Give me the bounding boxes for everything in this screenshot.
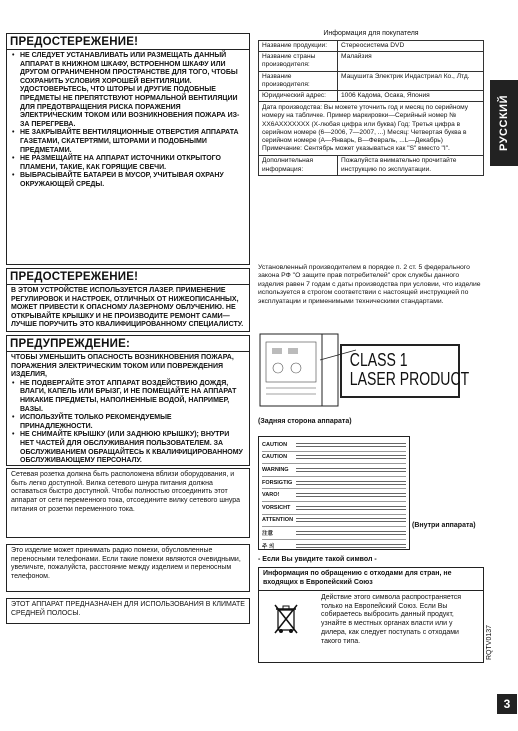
label-row bbox=[262, 540, 406, 552]
language-tab bbox=[490, 80, 518, 166]
table-row bbox=[259, 52, 484, 71]
table-cell: Стереосистема DVD bbox=[338, 41, 484, 52]
table-cell: Название продукции: bbox=[259, 41, 338, 52]
table-row bbox=[259, 102, 484, 156]
table-row bbox=[259, 71, 484, 90]
table-row bbox=[259, 91, 484, 102]
label-row-title: 注意 bbox=[262, 530, 274, 537]
service-life-text: Установленный производителем в порядке п. 2 ст. 5 федерального закона РФ "О защите прав потребителей" срок службы данного изделия равен 7 годам с даты производства при условии, что изделие используется в строгом соответствии с настоящей инструкцией по эксплуатации и применимыми техническими стандартами. bbox=[258, 264, 481, 305]
fine-print-lines bbox=[296, 492, 406, 498]
fine-print-lines bbox=[296, 442, 406, 448]
label-row-title: 주 의 bbox=[262, 543, 275, 550]
table-cell: Название производителя: bbox=[259, 71, 338, 90]
production-date-cell: Дата производства: Вы можете уточнить год и месяц по серийному номеру на табличке. Пример маркировки—Серийный номер № XX6AXXXXXXX (X-любая цифра или буква) Год: Третья цифра в серийном номере (6—2006, 7—2007, ...) Месяц: Четвертая буква в серийном номере (A—Январь, B—Февраль, ...L—Декабрь) Примечание: Сентябрь может указываться как "S" вместо "I". bbox=[259, 102, 484, 156]
label-row bbox=[262, 439, 406, 452]
laser-class-line2: LASER PRODUCT bbox=[349, 369, 470, 389]
note-box-climate: ЭТОТ АППАРАТ ПРЕДНАЗНАЧЕН ДЛЯ ИСПОЛЬЗОВАНИЯ В КЛИМАТЕ СРЕДНЕЙ ПОЛОСЫ. bbox=[6, 598, 250, 624]
label-row-title: CAUTION bbox=[262, 441, 288, 448]
label-row bbox=[262, 515, 406, 528]
document-code: RQTV0137 bbox=[486, 624, 493, 660]
warning-box-fire bbox=[6, 335, 250, 466]
fine-print-lines bbox=[296, 530, 406, 536]
warning-list bbox=[7, 380, 249, 466]
inside-caption: (Внутри аппарата) bbox=[412, 522, 476, 529]
rear-caption: (Задняя сторона аппарата) bbox=[258, 418, 352, 425]
disposal-text: Действие этого символа распространяется только на Европейский Союз. Если Вы собираетесь выбросить данный продукт, узнайте в местных органах власти или у дилера, как следует поступать с отходами такого типа. bbox=[321, 594, 462, 645]
fine-print-lines bbox=[296, 480, 406, 486]
table-row bbox=[259, 156, 484, 175]
table-cell: Малайзия bbox=[338, 52, 484, 71]
laser-class-label bbox=[340, 344, 470, 398]
note-box-socket: Сетевая розетка должна быть расположена вблизи оборудования, и быть легко доступной. Вилка сетевого шнура питания должна оставаться быстро доступной. Чтобы полностью отсоединить этот аппарат от сети переменного тока, отсоедините вилку сетевого шнура питания от розетки переменного тока. bbox=[6, 468, 250, 538]
table-cell: Дополнительная информация: bbox=[259, 156, 338, 175]
table-cell: Пожалуйста внимательно прочитайте инструкцию по эксплуатации. bbox=[338, 156, 484, 175]
disposal-title: Информация по обращению с отходами для стран, не входящих в Европейский Союз bbox=[259, 568, 483, 591]
buyer-info-table bbox=[258, 40, 484, 176]
language-tab-label: РУССКИЙ bbox=[498, 95, 510, 151]
note-box-interference: Это изделие может принимать радио помехи, обусловленные переносными телефонами. Если такие помехи являются очевидными, увеличьте, пожалуйста, расстояние между изделием и переносным телефоном. bbox=[6, 544, 250, 592]
fine-print-lines bbox=[296, 517, 406, 523]
label-row bbox=[262, 464, 406, 477]
list-item: • ВЫБРАСЫВАЙТЕ БАТАРЕИ В МУСОР, УЧИТЫВАЯ ОХРАНУ ОКРУЖАЮЩЕЙ СРЕДЫ. bbox=[20, 172, 245, 189]
warning-title: ПРЕДОСТЕРЕЖЕНИЕ! bbox=[7, 34, 249, 50]
crossed-bin-icon bbox=[273, 602, 299, 636]
page-number: 3 bbox=[497, 694, 517, 714]
fine-print-lines bbox=[296, 505, 406, 511]
list-item: • НЕ РАЗМЕЩАЙТЕ НА АППАРАТ ИСТОЧНИКИ ОТКРЫТОГО ПЛАМЕНИ, ТАКИЕ, КАК ГОРЯЩИЕ СВЕЧИ. bbox=[20, 155, 245, 172]
label-row bbox=[262, 527, 406, 540]
fine-print-lines bbox=[296, 454, 406, 460]
label-row bbox=[262, 502, 406, 515]
fine-print-lines bbox=[296, 467, 406, 473]
warning-list bbox=[7, 50, 249, 190]
warning-box-ventilation bbox=[6, 33, 250, 265]
fine-print-lines bbox=[296, 543, 406, 549]
warning-title: ПРЕДОСТЕРЕЖЕНИЕ! bbox=[7, 269, 249, 285]
list-item: • НЕ ЗАКРЫВАЙТЕ ВЕНТИЛЯЦИОННЫЕ ОТВЕРСТИЯ АППАРАТА ГАЗЕТАМИ, СКАТЕРТЯМИ, ШТОРАМИ И ПОДОБНЫМИ ПРЕДМЕТАМИ. bbox=[20, 129, 245, 155]
laser-class-line1: CLASS 1 bbox=[349, 350, 408, 370]
warning-intro: ЧТОБЫ УМЕНЬШИТЬ ОПАСНОСТЬ ВОЗНИКНОВЕНИЯ ПОЖАРА, ПОРАЖЕНИЯ ЭЛЕКТРИЧЕСКИМ ТОКОМ ИЛИ ПОВРЕЖДЕНИЯ ИЗДЕЛИЯ, bbox=[11, 354, 234, 379]
label-row-title: VORSICHT bbox=[262, 504, 291, 511]
list-item: • НЕ СЛЕДУЕТ УСТАНАВЛИВАТЬ ИЛИ РАЗМЕЩАТЬ ДАННЫЙ АППАРАТ В КНИЖНОМ ШКАФУ, ВСТРОЕННОМ ШКАФУ ИЛИ ДРУГОМ ОГРАНИЧЕННОМ ПРОСТРАНСТВЕ ДЛЯ ТОГО, ЧТОБЫ СОХРАНИТЬ УСЛОВИЯ ХОРОШЕЙ ВЕНТИЛЯЦИИ. УДОСТОВЕРЬТЕСЬ, ЧТО ШТОРЫ И ДРУГИЕ ПОДОБНЫЕ ПРЕДМЕТЫ НЕ ПРЕПЯТСТВУЮТ НОРМАЛЬНОЙ ВЕНТИЛЯЦИИ ДЛЯ ПРЕДОТВРАЩЕНИЯ РИСКА ПОРАЖЕНИЯ ЭЛЕКТРИЧЕСКИМ ТОКОМ ИЛИ ВОЗНИКНОВЕНИЯ ПОЖАРА ИЗ-ЗА ПЕРЕГРЕВА. bbox=[20, 52, 245, 129]
label-row-title: FORSIGTIG bbox=[262, 479, 293, 486]
label-row bbox=[262, 477, 406, 490]
table-cell: Юридический адрес: bbox=[259, 91, 338, 102]
table-cell: Название страны производителя: bbox=[259, 52, 338, 71]
label-row-title: WARNING bbox=[262, 466, 289, 473]
warning-box-laser bbox=[6, 268, 250, 332]
table-row bbox=[259, 41, 484, 52]
warning-title: ПРЕДУПРЕЖДЕНИЕ: bbox=[7, 336, 249, 352]
list-item: • НЕ СНИМАЙТЕ КРЫШКУ (ИЛИ ЗАДНЮЮ КРЫШКУ); ВНУТРИ НЕТ ЧАСТЕЙ ДЛЯ ОБСЛУЖИВАНИЯ ПОЛЬЗОВАТЕЛЕМ. ЗА ОБСЛУЖИВАНИЕМ ОБРАЩАЙТЕСЬ К КВАЛИФИЦИРОВАННОМУ ОБСЛУЖИВАЮЩЕМУ ПЕРСОНАЛУ. bbox=[20, 431, 245, 465]
table-cell: 1006 Кадома, Осака, Япония bbox=[338, 91, 484, 102]
label-row-title: VARO! bbox=[262, 492, 280, 499]
label-rows bbox=[262, 439, 406, 551]
warning-text: В ЭТОМ УСТРОЙСТВЕ ИСПОЛЬЗУЕТСЯ ЛАЗЕР. ПРИМЕНЕНИЕ РЕГУЛИРОВОК И НАСТРОЕК, ОТЛИЧНЫХ ОТ НИЖЕОПИСАННЫХ, МОЖЕТ ПРИВЕСТИ К ОПАСНОМУ ЛАЗЕРНОМУ ОБЛУЧЕНИЮ. НЕ ОТКРЫВАЙТЕ КРЫШКУ И НЕ ПРОИЗВОДИТЕ РЕМОНТ САМИ—ЛУЧШЕ ПОРУЧИТЬ ЭТО КВАЛИФИЦИРОВАННОМУ СПЕЦИАЛИСТУ. bbox=[11, 287, 244, 329]
label-row bbox=[262, 489, 406, 502]
list-item: • НЕ ПОДВЕРГАЙТЕ ЭТОТ АППАРАТ ВОЗДЕЙСТВИЮ ДОЖДЯ, ВЛАГИ, КАПЕЛЬ ИЛИ БРЫЗГ, И НЕ ПОМЕЩАЙТЕ НА АППАРАТ НИКАКИЕ ПРЕДМЕТЫ, НАПОЛНЕННЫЕ ВОДОЙ, НАПРИМЕР, ВАЗЫ. bbox=[20, 380, 245, 414]
label-row-title: ATTENTION bbox=[262, 517, 294, 524]
label-row-title: CAUTION bbox=[262, 454, 288, 461]
symbol-caption: - Если Вы увидите такой символ - bbox=[258, 556, 377, 563]
info-caption: Информация для покупателя bbox=[323, 30, 419, 37]
disposal-box bbox=[258, 567, 484, 663]
table-cell: Мацушита Электрик Индастриал Ко., Лтд. bbox=[338, 71, 484, 90]
label-row bbox=[262, 452, 406, 465]
list-item: • ИСПОЛЬЗУЙТЕ ТОЛЬКО РЕКОМЕНДУЕМЫЕ ПРИНАДЛЕЖНОСТИ. bbox=[20, 414, 245, 431]
inside-warning-label bbox=[258, 436, 410, 550]
